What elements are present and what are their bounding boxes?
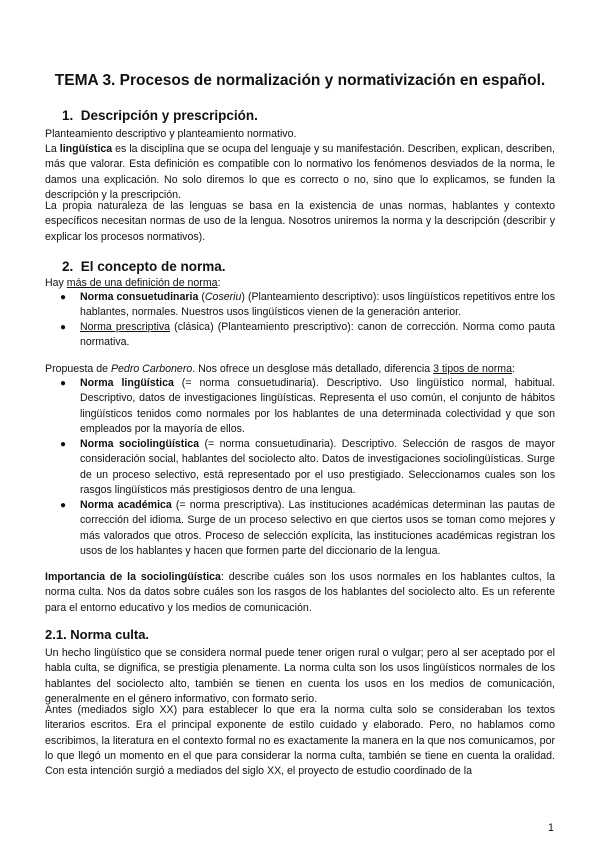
paragraph: La lingüística es la disciplina que se ocupa del lenguaje y su manifestación. Describen, explican, describen, más que valorar. Esta definición es compatible con lo normativo los fenómenos desviados de la norma, le damos una explicación. No solo diremos lo que es correcto o no, sino que lo explicamos, se funden la descripción y la prescripción. bbox=[45, 143, 555, 201]
page-title: TEMA 3. Procesos de normalización y normativización en español. bbox=[54, 72, 546, 89]
bullet-icon: ● bbox=[60, 500, 67, 511]
list-item: Norma prescriptiva (clásica) (Planteamiento prescriptivo): canon de corrección. Norma como pauta normativa. bbox=[80, 321, 555, 349]
paragraph: Propuesta de Pedro Carbonero. Nos ofrece un desglose más detallado, diferencia 3 tipos de norma: bbox=[45, 363, 515, 375]
paragraph: Hay más de una definición de norma: bbox=[45, 277, 221, 289]
bullet-icon: ● bbox=[60, 292, 67, 303]
list-item: Norma consuetudinaria (Coseriu) (Planteamiento descriptivo): usos lingüísticos repetitivos entre los hablantes, normales. Nuestros usos lingüísticos vienen de la generación anterior. bbox=[80, 291, 555, 319]
bullet-icon: ● bbox=[60, 378, 67, 389]
page-number: 1 bbox=[548, 822, 554, 834]
bold-term: lingüística bbox=[59, 143, 113, 155]
section-1-heading bbox=[62, 108, 258, 123]
section-1-title: Descripción y prescripción. bbox=[80, 108, 258, 123]
paragraph: Importancia de la sociolingüística: describe cuáles son los usos normales en los hablantes cultos, la norma culta. Nos da datos sobre cuáles son los rasgos de los hablantes del sociolecto alto. Es un referente para el entorno educativo y los medios de comunicación. bbox=[45, 571, 556, 614]
paragraph: La propia naturaleza de las lenguas se basa en la existencia de unas normas, hablantes y contexto específicos necesitan normas de uso de la lengua. Nosotros uniremos la norma y la descripción (describir y explicar los procesos normativos). bbox=[45, 200, 555, 243]
paragraph: Antes (mediados siglo XX) para establecer lo que era la norma culta solo se consideraban los textos literarios escritos. Era el principal exponente de estilo cuidado y elaborado. Pero, no hablamos como escribimos, la literatura en el contexto formal no es exactamente la manera en la que nos comunicamos, por lo que llegó un momento en el que para considerar la norma culta, también se tiene en cuenta la oralidad. Con esta intención surgió a mediados del siglo XX, el proyecto de estudio coordinado de la bbox=[45, 704, 555, 778]
section-2-1-heading: 2.1. Norma culta. bbox=[45, 627, 150, 642]
bullet-icon: ● bbox=[60, 322, 67, 333]
paragraph: Planteamiento descriptivo y planteamiento normativo. bbox=[45, 128, 297, 140]
bullet-icon: ● bbox=[60, 439, 67, 450]
section-2-heading bbox=[62, 259, 226, 274]
list-item: Norma académica (= norma prescriptiva). Las instituciones académicas determinan las pautas de corrección del idioma. Surge de un proceso selectivo en que ciertos usos se toman como mejores y más valorados que otros. Proceso de selección explícita, las instituciones académicas registran los usos de los hablantes y hacen que formen parte del diccionario de la lengua. bbox=[80, 499, 555, 557]
section-1-number: 1. bbox=[62, 108, 74, 123]
section-2-title: El concepto de norma. bbox=[80, 259, 226, 274]
underlined-text: más de una definición de norma bbox=[66, 277, 218, 289]
section-2-number: 2. bbox=[62, 259, 74, 274]
list-item: Norma sociolingüística (= norma consuetudinaria). Descriptivo. Selección de rasgos de mayor consideración social, hablantes del sociolecto alto. Datos de investigaciones sociolingüísticas. Surge de un proceso selectivo, está representado por el uso prestigiado. Seleccionamos cuales son los rasgos lingüísticos más prestigiosos dentro de una lengua. bbox=[80, 438, 555, 496]
paragraph: Un hecho lingüístico que se considera normal puede tener origen rural o vulgar; pero al ser aceptado por el habla culta, se dignifica, se prestigia plenamente. La norma culta son los usos lingüísticos normales de los hablantes del sociolecto alto, también se tienen en cuenta los usos en los medios de comunicación, generalmente en el género informativo, con formato serio. bbox=[45, 647, 555, 705]
list-item: Norma lingüística (= norma consuetudinaria). Descriptivo. Uso lingüístico normal, habitual. Descriptivo, datos de investigaciones lingüísticas. Representa el uso común, el conjunto de hábitos lingüísticos tenidos como normales por los hablantes de una determinada colectividad y que son empleados por la mayoría de ellos. bbox=[80, 377, 555, 435]
